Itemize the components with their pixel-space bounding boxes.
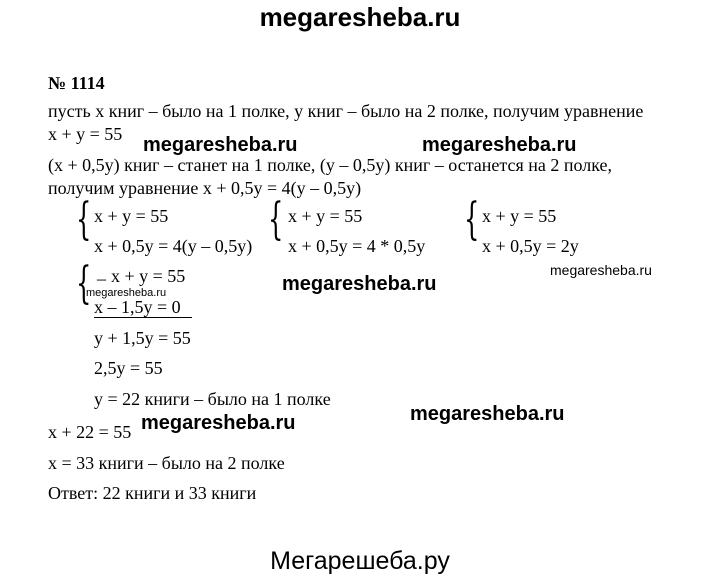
watermark-row4-left: megaresheba.ru xyxy=(141,412,296,434)
step-3: y = 22 книги – было на 1 полке xyxy=(94,389,331,409)
subtraction-minus: _ xyxy=(97,262,106,282)
subtraction-brace: { xyxy=(76,258,92,309)
system-1-eq1: x + y = 55 xyxy=(94,206,169,226)
problem-line-3: (x + 0,5y) книг – станет на 1 полке, (y – 0,5y) книг – останется на 2 полке, xyxy=(48,155,613,175)
problem-number: № 1114 xyxy=(48,73,105,93)
watermark-row1-right: megaresheba.ru xyxy=(422,134,577,156)
watermark-row3-tiny: megaresheba.ru xyxy=(86,287,167,299)
system-2-brace: { xyxy=(268,194,284,245)
tail-line-2: x = 33 книги – было на 2 полке xyxy=(48,453,285,473)
system-1-eq2: x + 0,5y = 4(y – 0,5y) xyxy=(94,236,253,256)
subtraction-eq1: x + y = 55 xyxy=(111,266,186,286)
answer-line: Ответ: 22 книги и 33 книги xyxy=(48,483,257,503)
system-2-eq2: x + 0,5y = 4 * 0,5y xyxy=(288,236,426,256)
watermark-row3-mid: megaresheba.ru xyxy=(282,273,437,295)
step-2: 2,5y = 55 xyxy=(94,358,163,378)
watermark-top: megaresheba.ru xyxy=(259,2,461,32)
problem-line-1: пусть x книг – было на 1 полке, y книг – было на 2 полке, получим уравнение xyxy=(48,101,644,121)
system-3-brace: { xyxy=(464,194,480,245)
step-1: y + 1,5y = 55 xyxy=(94,328,191,348)
tail-line-1: x + 22 = 55 xyxy=(48,422,132,442)
system-2-eq1: x + y = 55 xyxy=(288,206,363,226)
system-1-brace: { xyxy=(76,194,92,245)
problem-line-2: x + y = 55 xyxy=(48,124,123,144)
subtraction-eq2: x – 1,5y = 0 xyxy=(94,297,181,317)
system-3-eq1: x + y = 55 xyxy=(482,206,557,226)
system-3-eq2: x + 0,5y = 2y xyxy=(482,236,579,256)
watermark-row4-right: megaresheba.ru xyxy=(410,403,565,425)
watermark-row3-small: megaresheba.ru xyxy=(550,262,652,278)
subtraction-underline xyxy=(94,317,192,318)
problem-line-4: получим уравнение x + 0,5y = 4(y – 0,5y) xyxy=(48,178,362,198)
watermark-bottom: Мегарешеба.ру xyxy=(270,547,450,575)
watermark-row1-left: megaresheba.ru xyxy=(143,134,298,156)
